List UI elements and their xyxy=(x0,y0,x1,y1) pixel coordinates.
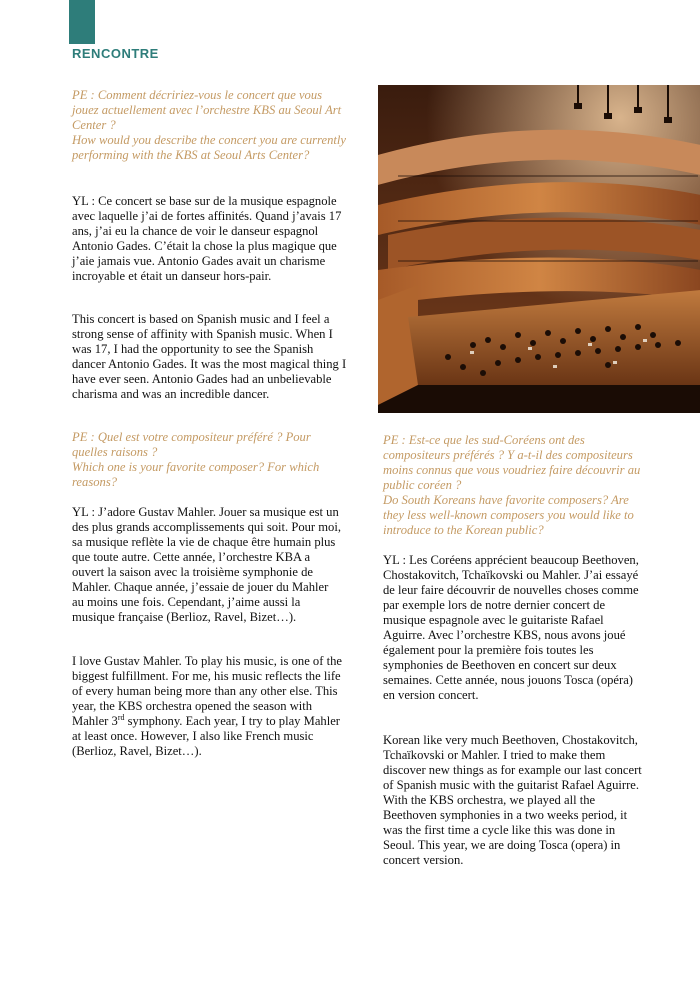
answer-2-fr: YL : J’adore Gustav Mahler. Jouer sa musique est un des plus grands accomplissements qui soit. Pour moi, sa musique reflète la vie de chaque être humain plus que toute autre. Cette année, l’orchestre KBA a ouvert la saison avec la troisième symphonie de Mahler. Chaque année, j’essaie de jouer du Mahler au moins une fois. Cependant, j’aime aussi la musique française (Berlioz, Ravel, Bizet…). xyxy=(72,505,341,624)
answer-3-fr: YL : Les Coréens apprécient beaucoup Beethoven, Chostakovitch, Tchaïkovski ou Mahler. J’ai essayé de leur faire découvrir de nouvelles choses comme par exemple lors de notre dernier concert de musique espagnole avec le guitariste Rafael Aguirre. Avec l’orchestre KBS, nous avons joué également pour la première fois toutes les symphonies de Beethoven en concert sur deux semaines. Cette année, nous jouons Tosca (opéra) en version concert. xyxy=(383,553,639,702)
answer-3-en: Korean like very much Beethoven, Chostakovitch, Tchaïkovski or Mahler. I tried to make them discover new things as for example our last concert of Spanish music with the guitarist Rafael Aguirre. With the KBS orchestra, we played all the Beethoven symphonies in a two weeks period, it was the first time a cycle like this was done in Seoul. This year, we are doing Tosca (opera) in concert version. xyxy=(383,733,642,867)
question-1 xyxy=(72,88,347,163)
concert-hall-photo xyxy=(378,85,700,413)
question-1-en: How would you describe the concert you are currently performing with the KBS at Seoul Arts Center? xyxy=(72,133,346,162)
question-3-fr: PE : Est-ce que les sud-Coréens ont des compositeurs préférés ? Y a-t-il des compositeurs moins connus que vous voudriez faire découvrir au public coréen ? xyxy=(383,433,641,492)
answer-2-en-part1: I love Gustav Mahler. To play his music, is one of the biggest fulfillment. For me, his music reflects the life of every human being more than any other else. This year, the KBS orchestra opened the season with Mahler 3 xyxy=(72,654,342,728)
ordinal-suffix: rd xyxy=(117,712,125,722)
question-1-fr: PE : Comment décririez-vous le concert que vous jouez actuellement avec l’orchestre KBS au Seoul Art Center ? xyxy=(72,88,342,132)
section-label: RENCONTRE xyxy=(72,46,159,61)
section-tab-marker xyxy=(69,0,95,44)
question-2-en: Which one is your favorite composer? For which reasons? xyxy=(72,460,320,489)
question-3-en: Do South Koreans have favorite composers? Are they less well-known composers you would like to introduce to the Korean public? xyxy=(383,493,634,537)
question-2-fr: PE : Quel est votre compositeur préféré ? Pour quelles raisons ? xyxy=(72,430,311,459)
question-2 xyxy=(72,430,337,490)
answer-2-en xyxy=(72,654,342,759)
answer-1-fr: YL : Ce concert se base sur de la musique espagnole avec laquelle j’ai de fortes affinités. Quand j’avais 17 ans, j’ai eu la chance de voir le danseur espagnol Antonio Gades. C’était la chose la plus magique que j’aie jamais vue. Antonio Gades avait un charisme incroyable et était un danseur hors-pair. xyxy=(72,194,342,283)
answer-2-en-part2: symphony. Each year, I try to play Mahler at least once. However, I also like French music (Berlioz, Ravel, Bizet…). xyxy=(72,714,340,758)
answer-1-en: This concert is based on Spanish music and I feel a strong sense of affinity with Spanish music. When I was 17, I had the opportunity to see the Spanish dancer Antonio Gades. It was the most magical thing I have ever seen. Antonio Gades had an unbelievable charisma and was an incredible dancer. xyxy=(72,312,347,401)
question-3 xyxy=(383,433,645,538)
